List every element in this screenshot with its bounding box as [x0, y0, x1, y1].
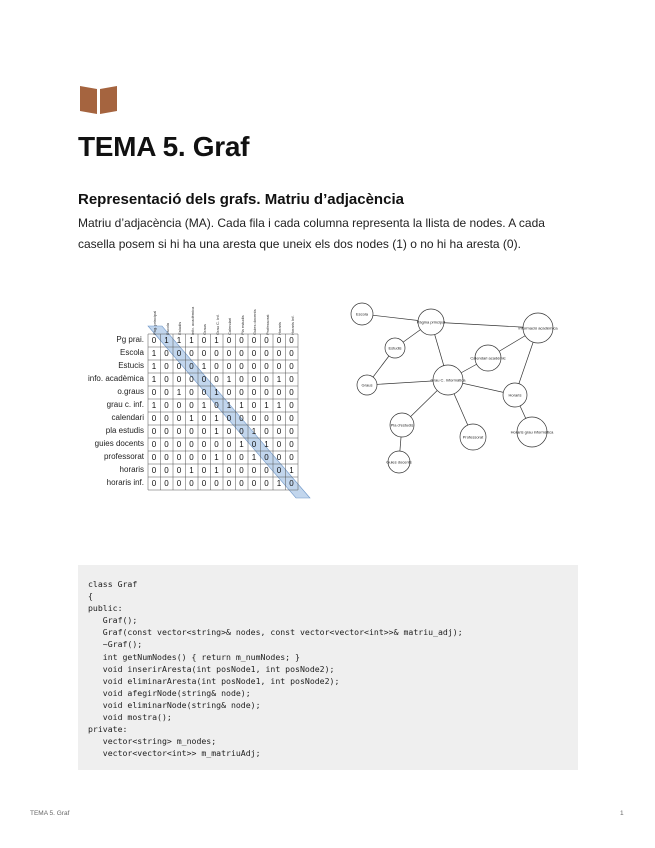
- graph-node-label: Grau C. Informàtica: [430, 377, 466, 383]
- matrix-cell: 0: [226, 453, 232, 462]
- graph-node-label: Graus: [361, 382, 373, 388]
- matrix-cell: 0: [276, 440, 282, 449]
- matrix-cell: 1: [176, 336, 182, 345]
- matrix-cell: 0: [226, 414, 232, 423]
- matrix-cell: 0: [289, 401, 294, 410]
- matrix-cell: 0: [201, 440, 207, 449]
- matrix-cell: 0: [226, 362, 232, 371]
- matrix-col-label: Info. acadèmica: [189, 306, 195, 335]
- matrix-cell: 0: [201, 479, 207, 488]
- matrix-cell: 0: [264, 349, 269, 358]
- code-line: public:: [88, 603, 123, 614]
- code-line: private:: [88, 724, 128, 735]
- matrix-cell: 0: [251, 414, 257, 423]
- matrix-cell: 0: [289, 440, 294, 449]
- matrix-cell: 1: [189, 414, 194, 423]
- code-line: int getNumNodes() { return m_numNodes; }: [102, 651, 300, 662]
- graph-node-label: Horaris grau informàtica: [510, 429, 554, 435]
- matrix-cell: 1: [164, 336, 169, 345]
- matrix-cell: 0: [201, 375, 207, 384]
- matrix-cell: 0: [164, 466, 169, 475]
- matrix-cell: 0: [289, 336, 294, 345]
- code-line: {: [88, 591, 93, 602]
- graph-node-label: Pla d’estudis: [390, 422, 414, 428]
- matrix-cell: 0: [289, 388, 294, 397]
- matrix-cell: 0: [176, 375, 182, 384]
- matrix-cell: 0: [239, 453, 244, 462]
- footer-title: TEMA 5. Graf: [30, 810, 70, 817]
- matrix-col-label: Grau C. Inf.: [214, 314, 220, 335]
- matrix-cell: 0: [189, 401, 194, 410]
- matrix-cell: 0: [189, 440, 194, 449]
- matrix-cell: 0: [251, 388, 257, 397]
- code-line: void mostra();: [102, 712, 172, 723]
- matrix-cell: 0: [201, 349, 207, 358]
- matrix-cell: 0: [189, 388, 194, 397]
- matrix-cell: 0: [251, 362, 257, 371]
- matrix-col-label: Escola: [164, 322, 170, 335]
- matrix-cell: 0: [151, 388, 157, 397]
- matrix-cell: 0: [276, 414, 282, 423]
- matrix-cell: 1: [214, 466, 219, 475]
- matrix-cell: 0: [251, 401, 257, 410]
- code-line: void eliminarNode(string& node);: [102, 699, 261, 710]
- matrix-cell: 0: [176, 414, 182, 423]
- matrix-cell: 0: [176, 401, 182, 410]
- graph-node-label: Estudis: [388, 345, 402, 351]
- matrix-cell: 0: [164, 453, 169, 462]
- matrix-cell: 0: [264, 375, 269, 384]
- matrix-cell: 0: [239, 466, 244, 475]
- matrix-col-label: Calendari: [227, 317, 232, 335]
- matrix-cell: 0: [214, 401, 219, 410]
- matrix-cell: 0: [226, 349, 232, 358]
- matrix-cell: 0: [176, 479, 182, 488]
- matrix-cell: 0: [264, 388, 269, 397]
- matrix-row-label: pla estudis: [105, 426, 144, 435]
- matrix-row-label: calendari: [111, 413, 144, 422]
- graph-node-label: Pàgina principal: [416, 319, 446, 325]
- matrix-cell: 1: [151, 349, 157, 358]
- section-heading: Representació dels grafs. Matriu d’adjacència: [78, 191, 404, 208]
- matrix-cell: 0: [176, 427, 182, 436]
- matrix-cell: 0: [289, 349, 294, 358]
- matrix-cell: 0: [214, 362, 219, 371]
- code-line: class Graf: [88, 579, 138, 589]
- matrix-cell: 0: [251, 375, 257, 384]
- code-line: ~Graf();: [102, 639, 143, 650]
- matrix-cell: 0: [214, 375, 219, 384]
- matrix-cell: 1: [214, 414, 219, 423]
- matrix-cell: 0: [289, 479, 294, 488]
- graph-diagram: [345, 300, 560, 480]
- matrix-cell: 0: [264, 466, 269, 475]
- matrix-cell: 0: [164, 362, 169, 371]
- matrix-cell: 1: [151, 401, 157, 410]
- matrix-cell: 0: [176, 362, 182, 371]
- matrix-cell: 0: [164, 427, 169, 436]
- matrix-cell: 0: [214, 349, 219, 358]
- matrix-cell: 0: [251, 479, 257, 488]
- matrix-cell: 1: [189, 336, 194, 345]
- matrix-cell: 0: [189, 349, 194, 358]
- matrix-cell: 0: [289, 362, 294, 371]
- matrix-cell: 0: [289, 453, 294, 462]
- matrix-cell: 0: [276, 427, 282, 436]
- matrix-cell: 0: [264, 453, 269, 462]
- matrix-cell: 1: [201, 401, 207, 410]
- matrix-cell: 0: [189, 453, 194, 462]
- matrix-cell: 0: [189, 375, 194, 384]
- page-title: TEMA 5. Graf: [78, 131, 250, 162]
- matrix-cell: 0: [164, 440, 169, 449]
- matrix-cell: 0: [226, 388, 232, 397]
- matrix-cell: 0: [264, 336, 269, 345]
- matrix-row-label: horaris inf.: [106, 478, 144, 487]
- matrix-cell: 0: [239, 362, 244, 371]
- matrix-cell: 1: [276, 375, 282, 384]
- matrix-cell: 0: [226, 427, 232, 436]
- matrix-cell: 0: [189, 362, 194, 371]
- matrix-cell: 1: [226, 401, 232, 410]
- matrix-cell: 0: [264, 479, 269, 488]
- matrix-cell: 0: [276, 336, 282, 345]
- matrix-cell: 0: [214, 440, 219, 449]
- matrix-cell: 1: [214, 336, 219, 345]
- matrix-row-label: Estucis: [118, 361, 144, 370]
- matrix-col-label: Estudis: [177, 321, 182, 335]
- page-number: 1: [620, 810, 624, 817]
- matrix-cell: 0: [239, 336, 244, 345]
- matrix-cell: 1: [239, 440, 244, 449]
- matrix-cell: 0: [226, 336, 232, 345]
- matrix-row-label: grau c. inf.: [106, 400, 144, 409]
- matrix-cell: 0: [164, 349, 169, 358]
- graph-node-label: Escola: [355, 311, 369, 317]
- matrix-cell: 0: [264, 427, 269, 436]
- matrix-cell: 0: [164, 414, 169, 423]
- matrix-col-label: Professorat: [264, 314, 270, 335]
- code-line: Graf(const vector<string>& nodes, const vector<vector<int>>& matriu_adj);: [102, 627, 463, 638]
- matrix-cell: 1: [276, 401, 282, 410]
- matrix-cell: 0: [226, 440, 232, 449]
- matrix-cell: 0: [201, 453, 207, 462]
- matrix-row-label: info. acadèmica: [87, 374, 144, 383]
- matrix-cell: 0: [164, 401, 169, 410]
- matrix-cell: 1: [214, 427, 219, 436]
- matrix-cell: 0: [226, 466, 232, 475]
- matrix-cell: 1: [214, 388, 219, 397]
- matrix-col-label: Pla estudis: [239, 315, 245, 335]
- matrix-cell: 1: [201, 362, 207, 371]
- matrix-cell: 0: [176, 440, 182, 449]
- matrix-cell: 1: [264, 401, 269, 410]
- matrix-cell: 0: [201, 466, 207, 475]
- matrix-cell: 0: [189, 427, 194, 436]
- matrix-cell: 0: [251, 336, 257, 345]
- matrix-cell: 0: [176, 453, 182, 462]
- matrix-cell: 0: [251, 349, 257, 358]
- matrix-cell: 0: [239, 388, 244, 397]
- matrix-cell: 1: [151, 375, 157, 384]
- code-line: void inserirAresta(int posNode1, int posNode2);: [102, 663, 335, 674]
- matrix-cell: 1: [239, 401, 244, 410]
- matrix-cell: 0: [151, 453, 157, 462]
- matrix-cell: 0: [164, 388, 169, 397]
- matrix-cell: 0: [239, 414, 244, 423]
- code-block: [78, 565, 578, 770]
- matrix-cell: 1: [264, 440, 269, 449]
- matrix-col-label: Guies docents: [252, 309, 257, 335]
- matrix-cell: 0: [276, 349, 282, 358]
- matrix-cell: 0: [289, 375, 294, 384]
- matrix-cell: 1: [189, 466, 194, 475]
- matrix-row-label: professorat: [103, 452, 144, 461]
- graph-node-label: Calendari acadèmic: [470, 355, 506, 361]
- code-line: vector<vector<int>> m_matriuAdj;: [88, 748, 261, 759]
- matrix-row-label: horaris: [119, 465, 144, 474]
- matrix-cell: 0: [176, 349, 182, 358]
- matrix-cell: 0: [251, 440, 257, 449]
- matrix-cell: 0: [164, 375, 169, 384]
- matrix-cell: 0: [201, 414, 207, 423]
- matrix-row-label: guies docents: [94, 439, 144, 448]
- matrix-cell: 0: [151, 466, 157, 475]
- adjacency-matrix-figure: [80, 290, 320, 515]
- matrix-row-label: Escola: [119, 348, 144, 357]
- matrix-col-label: Horaris Inf.: [289, 315, 295, 335]
- graph-node-label: Horaris: [508, 392, 522, 398]
- matrix-cell: 0: [189, 479, 194, 488]
- matrix-row-label: o.graus: [117, 387, 144, 396]
- matrix-cell: 0: [264, 414, 269, 423]
- matrix-cell: 0: [289, 427, 294, 436]
- matrix-cell: 0: [226, 479, 232, 488]
- code-text: [88, 578, 463, 759]
- matrix-cell: 0: [151, 440, 157, 449]
- graph-node-label: Guies docents: [386, 459, 412, 465]
- graph-node-label: Professorat: [462, 434, 484, 440]
- matrix-cell: 0: [251, 466, 257, 475]
- matrix-col-label: Pàg. principal: [152, 310, 157, 335]
- matrix-col-label: Horaris: [277, 322, 282, 335]
- book-icon: [80, 85, 117, 114]
- matrix-cell: 0: [176, 466, 182, 475]
- matrix-cell: 0: [201, 427, 207, 436]
- matrix-cell: 0: [151, 336, 157, 345]
- graph-figure: [345, 300, 560, 480]
- matrix-cell: 0: [276, 466, 282, 475]
- section-paragraph: Matriu d’adjacència (MA). Cada fila i cada columna representa la llista de nodes. A cada casella posem si hi ha una aresta que uneix els dos nodes (1) o no hi ha aresta (0).: [78, 216, 545, 251]
- matrix-cell: 1: [151, 362, 157, 371]
- code-line: Graf();: [102, 615, 138, 626]
- matrix-cell: 0: [164, 479, 169, 488]
- matrix-cell: 0: [151, 479, 157, 488]
- matrix-cell: 0: [264, 362, 269, 371]
- matrix-cell: 1: [251, 453, 257, 462]
- matrix-cell: 0: [239, 349, 244, 358]
- graph-node-label: Informació acadèmica: [518, 325, 558, 331]
- matrix-cell: 1: [276, 479, 282, 488]
- matrix-cell: 1: [289, 466, 294, 475]
- matrix-cell: 0: [201, 388, 207, 397]
- code-line: vector<string> m_nodes;: [102, 736, 217, 747]
- matrix-cell: 0: [276, 362, 282, 371]
- code-line: void afegirNode(string& node);: [102, 687, 251, 698]
- matrix-cell: 1: [176, 388, 182, 397]
- matrix-cell: 0: [289, 414, 294, 423]
- matrix-row-label: Pg prai.: [116, 335, 144, 344]
- matrix-cell: 0: [214, 479, 219, 488]
- code-line: void eliminarAresta(int posNode1, int posNode2);: [102, 675, 340, 686]
- matrix-col-label: Graus: [202, 324, 207, 335]
- matrix-cell: 0: [239, 427, 244, 436]
- matrix-cell: 0: [239, 375, 244, 384]
- matrix-cell: 0: [276, 453, 282, 462]
- matrix-cell: 1: [251, 427, 257, 436]
- matrix-cell: 0: [276, 388, 282, 397]
- matrix-cell: 1: [226, 375, 232, 384]
- matrix-cell: 0: [201, 336, 207, 345]
- matrix-cell: 0: [151, 427, 157, 436]
- matrix-cell: 1: [214, 453, 219, 462]
- matrix-cell: 0: [239, 479, 244, 488]
- matrix-cell: 0: [151, 414, 157, 423]
